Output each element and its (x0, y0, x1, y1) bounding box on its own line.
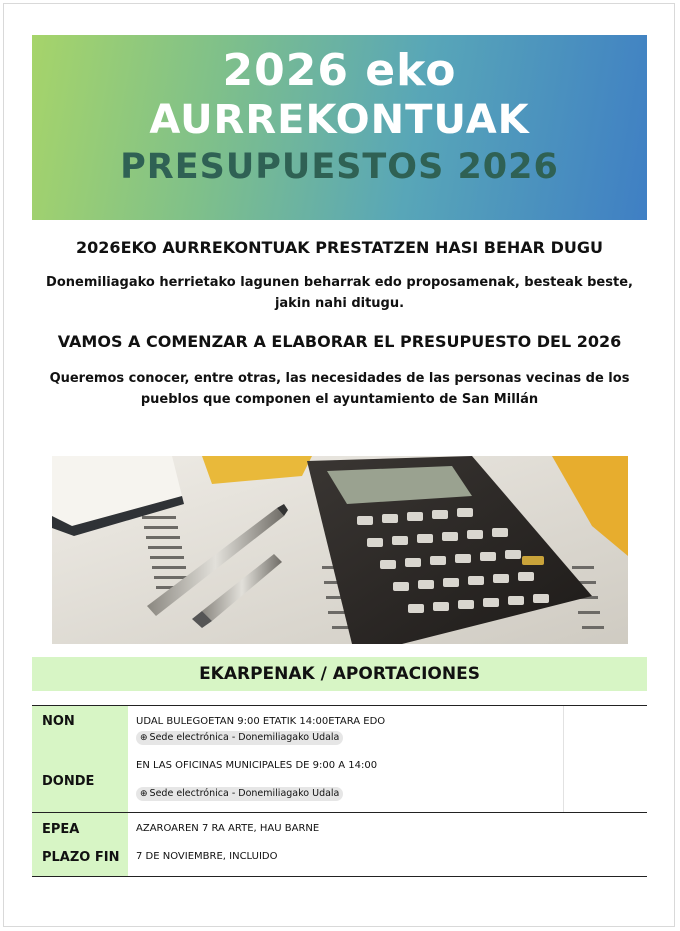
where-label-basque: NON (42, 714, 75, 729)
calculator-pen-icon (52, 456, 628, 644)
sede-link-basque[interactable] (136, 731, 343, 745)
contributions-header: EKARPENAK / APORTACIONES (32, 657, 647, 691)
column-divider (563, 706, 564, 812)
deadline-text-spanish: 7 DE NOVIEMBRE, INCLUIDO (136, 851, 278, 862)
deadline-label-basque: EPEA (42, 822, 80, 837)
where-text-spanish: EN LAS OFICINAS MUNICIPALES DE 9:00 A 14:00 (136, 760, 378, 771)
deadline-label-spanish: PLAZO FIN (42, 850, 120, 865)
globe-icon: ⊕ (140, 789, 148, 799)
where-text-basque: UDAL BULEGOETAN 9:00 ETATIK 14:00ETARA EDO (136, 716, 386, 727)
basque-text: Donemiliagako herrietako lagunen beharrak edo proposamenak, besteak beste, jakin nahi ditugu. (46, 275, 633, 311)
budget-photo (52, 456, 628, 644)
sede-link-spanish[interactable] (136, 787, 343, 801)
title-banner (32, 35, 647, 220)
table-bottom-rule (32, 876, 647, 877)
basque-heading: 2026EKO AURREKONTUAK PRESTATZEN HASI BEHAR DUGU (76, 238, 603, 257)
spanish-heading: VAMOS A COMENZAR A ELABORAR EL PRESUPUESTO DEL 2026 (57, 332, 622, 351)
where-label-spanish: DONDE (42, 774, 95, 789)
spanish-text: Queremos conocer, entre otras, las necesidades de las personas vecinas de los pueblos que componen el ayuntamiento de San Millán (49, 371, 630, 407)
globe-icon: ⊕ (140, 733, 148, 743)
banner-title-spanish: PRESUPUESTOS 2026 (120, 147, 559, 187)
banner-year-title: 2026 eko (222, 45, 457, 96)
sede-link-spanish-label: Sede electrónica - Donemiliagako Udala (149, 788, 340, 799)
deadline-text-basque: AZAROAREN 7 RA ARTE, HAU BARNE (136, 823, 320, 834)
sede-link-basque-label: Sede electrónica - Donemiliagako Udala (149, 732, 340, 743)
banner-title-basque: AURREKONTUAK (149, 97, 530, 143)
